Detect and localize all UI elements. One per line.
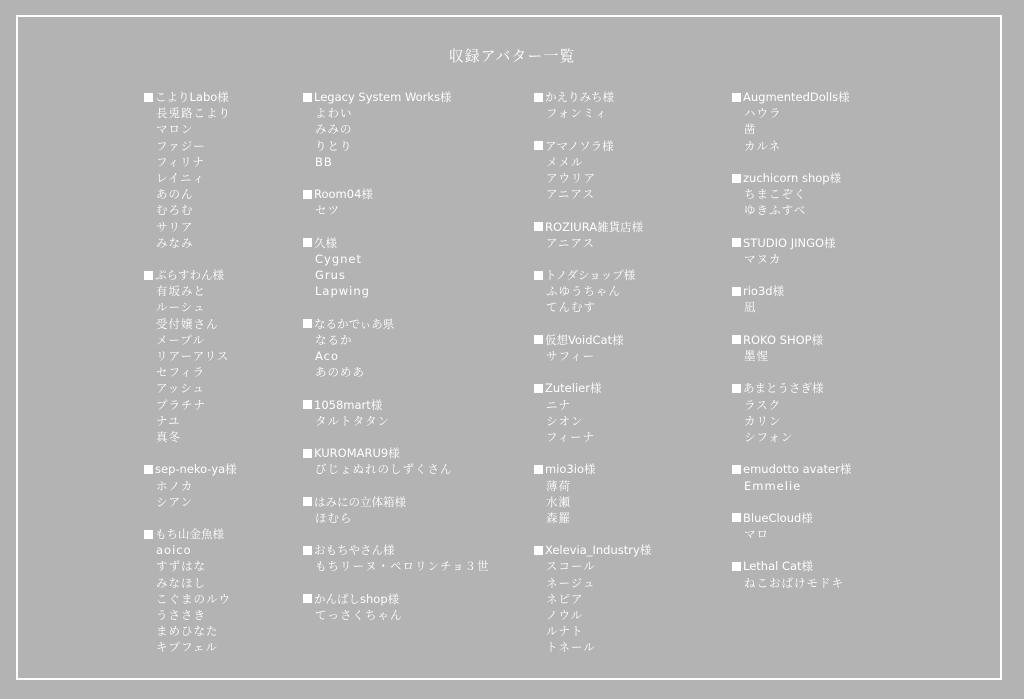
square-bullet-icon — [732, 384, 741, 393]
creator-heading — [732, 89, 851, 105]
creator-heading — [144, 526, 237, 542]
creator-group — [534, 138, 651, 203]
creator-heading — [534, 332, 651, 348]
avatar-name: 墨惺 — [744, 349, 769, 363]
creator-heading — [144, 267, 237, 283]
creator-heading — [732, 235, 851, 251]
creator-heading — [732, 510, 851, 526]
creator-name: なるかでぃあ県 — [314, 316, 395, 331]
avatar-name: ネピア — [546, 591, 584, 606]
avatar-name: セツ — [315, 203, 340, 218]
creator-group — [144, 461, 237, 510]
creator-name: おもちやさん様 — [314, 543, 395, 558]
creator-group — [303, 494, 490, 526]
avatar-name: まめひなた — [156, 624, 219, 639]
square-bullet-icon — [534, 465, 543, 474]
avatar-name: もちリーヌ・ペロリンチョ３世 — [315, 559, 490, 574]
creator-heading — [732, 170, 851, 186]
avatar-name: 凿 — [744, 122, 757, 137]
creator-group — [303, 89, 490, 170]
square-bullet-icon — [303, 546, 312, 555]
square-bullet-icon — [534, 384, 543, 393]
creator-name: 仮想VoidCat様 — [545, 332, 624, 347]
avatar-name: ホノカ — [156, 478, 194, 493]
creator-name: あまとうさぎ様 — [743, 381, 824, 396]
creator-group — [732, 558, 851, 590]
avatar-name: マヌカ — [744, 251, 782, 266]
avatar-name: カリン — [744, 413, 782, 428]
creator-heading — [303, 89, 490, 105]
avatar-name: サフィー — [546, 349, 596, 363]
creator-heading — [144, 89, 237, 105]
avatar-name: レイニィ — [156, 170, 205, 185]
avatar-name: シオン — [546, 413, 584, 428]
avatar-name: ちまこぞく — [744, 187, 807, 202]
avatar-name: ファジー — [156, 138, 206, 153]
square-bullet-icon — [144, 271, 153, 280]
creator-name: mio3io様 — [545, 462, 596, 477]
avatar-name: メメル — [546, 154, 584, 169]
creator-heading — [732, 283, 851, 299]
creator-name: ROZIURA雑貨店様 — [545, 219, 644, 234]
avatar-name: ラスク — [744, 397, 782, 412]
avatar-name: フォンミィ — [546, 106, 608, 121]
avatar-name: みなほし — [156, 575, 206, 590]
avatar-name: アッシュ — [156, 381, 205, 396]
creator-group — [303, 591, 490, 623]
creator-heading — [303, 591, 490, 607]
square-bullet-icon — [144, 465, 153, 474]
square-bullet-icon — [534, 141, 543, 150]
creator-group — [303, 445, 490, 477]
square-bullet-icon — [732, 93, 741, 102]
creator-group — [534, 542, 651, 655]
avatar-name: なるか — [315, 332, 353, 347]
avatar-name: あのめあ — [315, 365, 365, 380]
avatar-name: アウリア — [546, 170, 596, 185]
creator-heading — [303, 542, 490, 558]
creator-name: かんぱしshop様 — [314, 591, 400, 606]
creator-heading — [534, 461, 651, 477]
creator-name: emudotto avater様 — [743, 462, 852, 477]
creator-name: Xelevia_Industry様 — [545, 543, 652, 558]
square-bullet-icon — [534, 93, 543, 102]
avatar-name: ルナト — [546, 624, 584, 639]
avatar-name: りとり — [315, 138, 353, 153]
avatar-name: ルーシュ — [156, 300, 206, 315]
square-bullet-icon — [303, 93, 312, 102]
creator-name: こよりLabo様 — [155, 90, 229, 104]
avatar-name: シアン — [156, 494, 194, 509]
creator-name: アマノソラ様 — [545, 138, 614, 153]
avatar-name: ねこおばけモドキ — [744, 575, 844, 590]
square-bullet-icon — [732, 465, 741, 474]
creator-group — [732, 170, 851, 219]
square-bullet-icon — [732, 287, 741, 296]
creator-group — [534, 380, 651, 445]
avatar-name: Emmelie — [744, 478, 802, 493]
creator-group — [732, 89, 851, 154]
creator-name: Room04様 — [314, 187, 373, 202]
creator-name: KUROMARU9様 — [314, 446, 400, 461]
creator-name: ぷらすわん様 — [155, 268, 224, 283]
avatar-name: フィリナ — [156, 154, 205, 169]
creator-group — [303, 235, 490, 300]
creator-group — [534, 461, 651, 526]
avatar-name: Aco — [315, 349, 340, 363]
creator-heading — [534, 380, 651, 396]
square-bullet-icon — [534, 271, 543, 280]
creator-group — [144, 526, 237, 656]
avatar-name: メープル — [156, 332, 205, 347]
avatar-name: ノウル — [546, 608, 584, 622]
creator-heading — [534, 138, 651, 154]
square-bullet-icon — [732, 238, 741, 247]
avatar-name: マロン — [156, 122, 194, 137]
avatar-name: みみの — [315, 122, 353, 137]
square-bullet-icon — [303, 190, 312, 199]
creator-name: ROKO SHOP様 — [743, 332, 824, 347]
creator-heading — [303, 445, 490, 461]
avatar-name: あのん — [156, 187, 194, 202]
square-bullet-icon — [732, 174, 741, 183]
avatar-name: うささき — [156, 608, 206, 622]
square-bullet-icon — [144, 93, 153, 102]
creator-heading — [303, 494, 490, 510]
creator-heading — [534, 219, 651, 235]
creator-name: BlueCloud様 — [743, 510, 813, 525]
avatar-name: 薄荷 — [546, 478, 571, 493]
avatar-name: ふゆうちゃん — [546, 284, 621, 299]
creator-name: rio3d様 — [743, 284, 785, 299]
avatar-name: むろむ — [156, 203, 194, 218]
creator-group — [534, 267, 651, 316]
page-title: 収録アバター一覧 — [448, 47, 576, 65]
square-bullet-icon — [303, 594, 312, 603]
square-bullet-icon — [303, 238, 312, 247]
avatar-name: すずはな — [156, 559, 207, 574]
avatar-name: マロ — [744, 527, 769, 542]
square-bullet-icon — [534, 546, 543, 555]
avatar-name: リアーアリス — [156, 349, 230, 363]
creator-group — [534, 219, 651, 251]
avatar-name: アニアス — [546, 187, 595, 202]
column-2 — [303, 89, 490, 639]
avatar-name: 有坂みと — [156, 284, 206, 299]
creator-heading — [534, 542, 651, 558]
creator-heading — [732, 461, 851, 477]
avatar-name: プラチナ — [156, 397, 206, 412]
square-bullet-icon — [732, 335, 741, 344]
creator-heading — [732, 332, 851, 348]
avatar-name: サリア — [156, 219, 194, 234]
creator-heading — [303, 235, 490, 251]
avatar-name: aoico — [156, 543, 192, 558]
avatar-name: ほむら — [315, 510, 353, 525]
creator-group — [303, 186, 490, 218]
avatar-name: トネール — [546, 640, 596, 655]
avatar-name: セフィラ — [156, 365, 206, 380]
avatar-name: てんむす — [546, 300, 596, 315]
creator-heading — [144, 461, 237, 477]
avatar-name: Grus — [315, 268, 346, 283]
avatar-name: Cygnet — [315, 251, 363, 266]
creator-group — [144, 89, 237, 251]
square-bullet-icon — [303, 449, 312, 458]
creator-group — [732, 510, 851, 542]
creator-group — [144, 267, 237, 445]
creator-heading — [732, 380, 851, 396]
creator-name: 久様 — [314, 235, 337, 250]
avatar-name: スコール — [546, 559, 596, 574]
avatar-name: ナユ — [156, 413, 181, 428]
avatar-name: びじょぬれのしずくさん — [315, 462, 453, 477]
square-bullet-icon — [732, 513, 741, 522]
creator-heading — [732, 558, 851, 574]
avatar-name: タルトタタン — [315, 413, 390, 428]
avatar-name: 森羅 — [546, 510, 571, 525]
creator-heading — [303, 316, 490, 332]
avatar-name: ゆきふすべ — [744, 203, 807, 218]
creator-name: はみにの立体箱様 — [314, 494, 406, 509]
creator-heading — [303, 397, 490, 413]
creator-group — [732, 332, 851, 364]
creator-group — [303, 397, 490, 429]
avatar-name: 長兎路こより — [156, 106, 231, 121]
creator-heading — [534, 89, 651, 105]
avatar-name: Lapwing — [315, 284, 370, 299]
avatar-name: てっさくちゃん — [315, 608, 403, 622]
creator-name: AugmentedDolls様 — [743, 90, 850, 104]
creator-heading — [303, 186, 490, 202]
column-1 — [144, 89, 237, 672]
creator-group — [732, 380, 851, 445]
avatar-name: シフォン — [744, 429, 794, 444]
creator-group — [303, 316, 490, 381]
creator-name: 1058mart様 — [314, 397, 383, 412]
avatar-name: ニナ — [546, 397, 571, 412]
avatar-name: 凪 — [744, 300, 757, 315]
square-bullet-icon — [144, 530, 153, 539]
avatar-name: フィーナ — [546, 429, 596, 444]
avatar-name: ハウラ — [744, 106, 782, 121]
creator-name: かえりみち様 — [545, 90, 614, 104]
avatar-name: ネージュ — [546, 575, 596, 590]
square-bullet-icon — [303, 400, 312, 409]
column-3 — [534, 89, 651, 672]
square-bullet-icon — [534, 222, 543, 231]
square-bullet-icon — [732, 562, 741, 571]
creator-heading — [534, 267, 651, 283]
creator-name: STUDIO JINGO様 — [743, 235, 836, 250]
avatar-name: アニアス — [546, 235, 595, 250]
creator-group — [732, 461, 851, 493]
creator-group — [732, 235, 851, 267]
creator-group — [732, 283, 851, 315]
square-bullet-icon — [303, 319, 312, 328]
creator-name: Zutelier様 — [545, 381, 602, 396]
column-4 — [732, 89, 851, 607]
avatar-name: キプフェル — [156, 640, 218, 655]
avatar-name: 水瀬 — [546, 494, 571, 509]
creator-name: zuchicorn shop様 — [743, 170, 842, 185]
creator-name: sep-neko-ya様 — [155, 462, 237, 477]
square-bullet-icon — [303, 497, 312, 506]
creator-name: トノダショップ様 — [545, 268, 636, 283]
creator-name: Legacy System Works様 — [314, 90, 452, 104]
avatar-name: 受付嬢さん — [156, 316, 219, 331]
creator-group — [534, 89, 651, 121]
creator-name: Lethal Cat様 — [743, 559, 814, 574]
avatar-name: カルネ — [744, 138, 782, 153]
avatar-name: みなみ — [156, 235, 194, 250]
avatar-name: よわい — [315, 106, 353, 121]
creator-name: もち山金魚様 — [155, 527, 224, 542]
creator-group — [534, 332, 651, 364]
avatar-name: BB — [315, 154, 333, 169]
avatar-name: こぐまのルウ — [156, 591, 231, 606]
creator-group — [303, 542, 490, 574]
square-bullet-icon — [534, 335, 543, 344]
avatar-name: 真冬 — [156, 429, 181, 444]
